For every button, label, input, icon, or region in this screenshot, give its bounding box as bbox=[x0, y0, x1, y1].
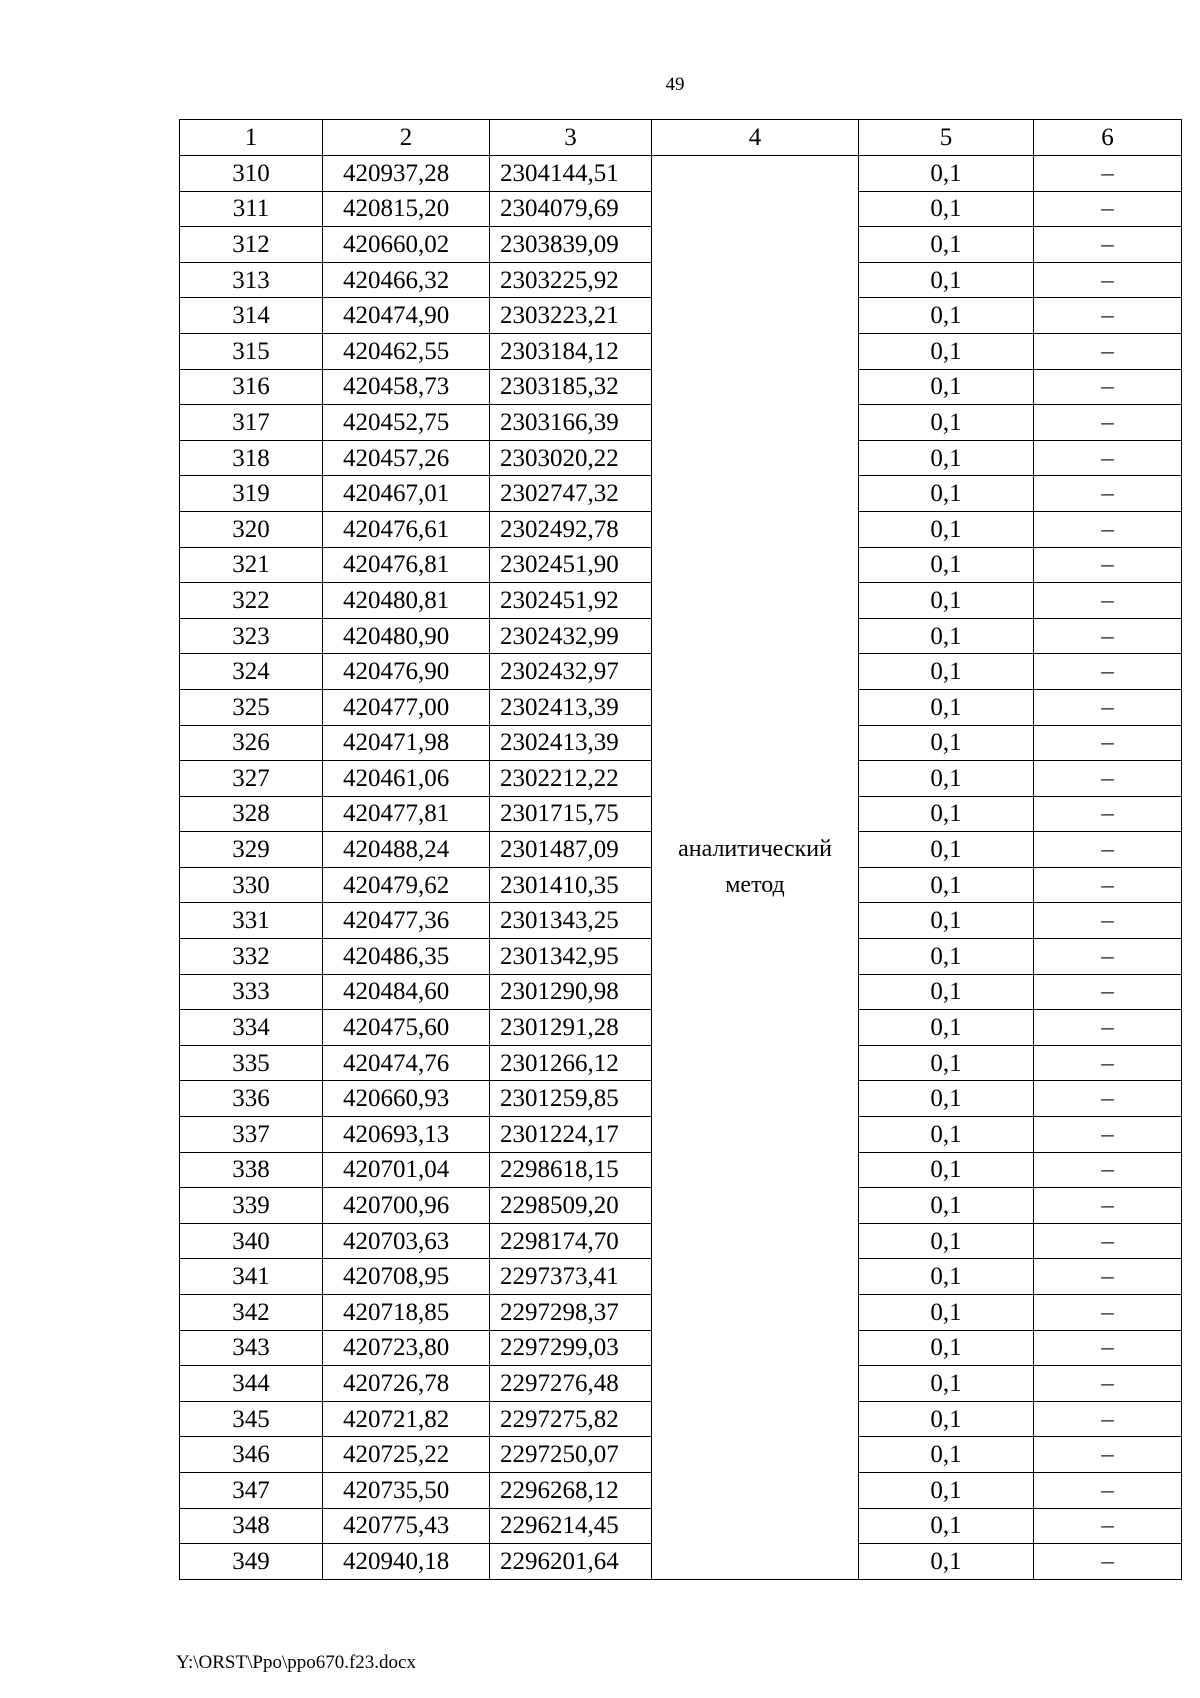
point-number: 324 bbox=[180, 654, 323, 690]
description-value: – bbox=[1034, 1117, 1182, 1153]
coordinate-y: 2297298,37 bbox=[490, 1295, 652, 1331]
point-number: 318 bbox=[180, 440, 323, 476]
coordinate-x: 420452,75 bbox=[323, 405, 490, 441]
coordinate-x: 420477,36 bbox=[323, 903, 490, 939]
point-number: 341 bbox=[180, 1259, 323, 1295]
description-value: – bbox=[1034, 1472, 1182, 1508]
description-value: – bbox=[1034, 369, 1182, 405]
coordinate-x: 420721,82 bbox=[323, 1401, 490, 1437]
coordinate-y: 2303839,09 bbox=[490, 227, 652, 263]
page-number: 49 bbox=[665, 74, 685, 95]
description-value: – bbox=[1034, 939, 1182, 975]
coordinate-x: 420775,43 bbox=[323, 1508, 490, 1544]
accuracy-value: 0,1 bbox=[859, 1508, 1034, 1544]
column-header: 6 bbox=[1034, 120, 1182, 156]
accuracy-value: 0,1 bbox=[859, 333, 1034, 369]
description-value: – bbox=[1034, 333, 1182, 369]
description-value: – bbox=[1034, 1045, 1182, 1081]
point-number: 331 bbox=[180, 903, 323, 939]
accuracy-value: 0,1 bbox=[859, 547, 1034, 583]
point-number: 340 bbox=[180, 1223, 323, 1259]
accuracy-value: 0,1 bbox=[859, 1010, 1034, 1046]
coordinate-x: 420725,22 bbox=[323, 1437, 490, 1473]
description-value: – bbox=[1034, 1259, 1182, 1295]
coordinate-y: 2302432,99 bbox=[490, 618, 652, 654]
coordinate-x: 420708,95 bbox=[323, 1259, 490, 1295]
point-number: 315 bbox=[180, 333, 323, 369]
description-value: – bbox=[1034, 867, 1182, 903]
accuracy-value: 0,1 bbox=[859, 1117, 1034, 1153]
coordinate-x: 420718,85 bbox=[323, 1295, 490, 1331]
accuracy-value: 0,1 bbox=[859, 618, 1034, 654]
column-header: 2 bbox=[323, 120, 490, 156]
coordinate-x: 420480,81 bbox=[323, 583, 490, 619]
point-number: 325 bbox=[180, 689, 323, 725]
point-number: 348 bbox=[180, 1508, 323, 1544]
point-number: 349 bbox=[180, 1544, 323, 1580]
coordinate-y: 2301290,98 bbox=[490, 974, 652, 1010]
description-value: – bbox=[1034, 1010, 1182, 1046]
method-cell bbox=[652, 156, 859, 1580]
coordinate-x: 420467,01 bbox=[323, 476, 490, 512]
coordinates-table-body bbox=[180, 120, 1182, 1580]
accuracy-value: 0,1 bbox=[859, 761, 1034, 797]
description-value: – bbox=[1034, 547, 1182, 583]
accuracy-value: 0,1 bbox=[859, 654, 1034, 690]
accuracy-value: 0,1 bbox=[859, 725, 1034, 761]
coordinate-y: 2298618,15 bbox=[490, 1152, 652, 1188]
description-value: – bbox=[1034, 1081, 1182, 1117]
point-number: 328 bbox=[180, 796, 323, 832]
accuracy-value: 0,1 bbox=[859, 939, 1034, 975]
description-value: – bbox=[1034, 1295, 1182, 1331]
point-number: 319 bbox=[180, 476, 323, 512]
description-value: – bbox=[1034, 1330, 1182, 1366]
coordinate-x: 420462,55 bbox=[323, 333, 490, 369]
description-value: – bbox=[1034, 1401, 1182, 1437]
point-number: 335 bbox=[180, 1045, 323, 1081]
description-value: – bbox=[1034, 298, 1182, 334]
point-number: 317 bbox=[180, 405, 323, 441]
coordinate-x: 420458,73 bbox=[323, 369, 490, 405]
accuracy-value: 0,1 bbox=[859, 369, 1034, 405]
coordinate-y: 2301715,75 bbox=[490, 796, 652, 832]
coordinate-y: 2297299,03 bbox=[490, 1330, 652, 1366]
coordinate-y: 2301259,85 bbox=[490, 1081, 652, 1117]
coordinate-x: 420703,63 bbox=[323, 1223, 490, 1259]
coordinate-y: 2302451,90 bbox=[490, 547, 652, 583]
column-header: 1 bbox=[180, 120, 323, 156]
coordinate-x: 420480,90 bbox=[323, 618, 490, 654]
accuracy-value: 0,1 bbox=[859, 974, 1034, 1010]
table-header-row bbox=[180, 120, 1182, 156]
column-header: 3 bbox=[490, 120, 652, 156]
point-number: 327 bbox=[180, 761, 323, 797]
accuracy-value: 0,1 bbox=[859, 1330, 1034, 1366]
coordinate-x: 420484,60 bbox=[323, 974, 490, 1010]
coordinate-x: 420726,78 bbox=[323, 1366, 490, 1402]
point-number: 311 bbox=[180, 191, 323, 227]
coordinate-x: 420471,98 bbox=[323, 725, 490, 761]
description-value: – bbox=[1034, 1188, 1182, 1224]
description-value: – bbox=[1034, 761, 1182, 797]
coordinate-y: 2303166,39 bbox=[490, 405, 652, 441]
coordinate-y: 2301487,09 bbox=[490, 832, 652, 868]
coordinate-y: 2303223,21 bbox=[490, 298, 652, 334]
column-header: 4 bbox=[652, 120, 859, 156]
coordinate-x: 420466,32 bbox=[323, 262, 490, 298]
coordinate-x: 420477,81 bbox=[323, 796, 490, 832]
point-number: 334 bbox=[180, 1010, 323, 1046]
coordinate-x: 420486,35 bbox=[323, 939, 490, 975]
accuracy-value: 0,1 bbox=[859, 1081, 1034, 1117]
point-number: 313 bbox=[180, 262, 323, 298]
coordinate-y: 2296214,45 bbox=[490, 1508, 652, 1544]
coordinate-y: 2297250,07 bbox=[490, 1437, 652, 1473]
coordinate-x: 420937,28 bbox=[323, 156, 490, 192]
coordinate-y: 2304144,51 bbox=[490, 156, 652, 192]
description-value: – bbox=[1034, 903, 1182, 939]
point-number: 326 bbox=[180, 725, 323, 761]
coordinate-y: 2301224,17 bbox=[490, 1117, 652, 1153]
description-value: – bbox=[1034, 1366, 1182, 1402]
accuracy-value: 0,1 bbox=[859, 1152, 1034, 1188]
point-number: 337 bbox=[180, 1117, 323, 1153]
point-number: 343 bbox=[180, 1330, 323, 1366]
coordinate-y: 2297276,48 bbox=[490, 1366, 652, 1402]
description-value: – bbox=[1034, 583, 1182, 619]
point-number: 320 bbox=[180, 511, 323, 547]
accuracy-value: 0,1 bbox=[859, 1437, 1034, 1473]
point-number: 344 bbox=[180, 1366, 323, 1402]
description-value: – bbox=[1034, 1223, 1182, 1259]
accuracy-value: 0,1 bbox=[859, 440, 1034, 476]
point-number: 333 bbox=[180, 974, 323, 1010]
coordinate-y: 2303020,22 bbox=[490, 440, 652, 476]
coordinate-y: 2301342,95 bbox=[490, 939, 652, 975]
accuracy-value: 0,1 bbox=[859, 1472, 1034, 1508]
accuracy-value: 0,1 bbox=[859, 405, 1034, 441]
description-value: – bbox=[1034, 440, 1182, 476]
accuracy-value: 0,1 bbox=[859, 1188, 1034, 1224]
coordinate-y: 2302432,97 bbox=[490, 654, 652, 690]
description-value: – bbox=[1034, 974, 1182, 1010]
coordinate-y: 2302492,78 bbox=[490, 511, 652, 547]
accuracy-value: 0,1 bbox=[859, 1295, 1034, 1331]
point-number: 312 bbox=[180, 227, 323, 263]
accuracy-value: 0,1 bbox=[859, 227, 1034, 263]
coordinate-y: 2302747,32 bbox=[490, 476, 652, 512]
coordinate-y: 2298174,70 bbox=[490, 1223, 652, 1259]
method-text: аналитический bbox=[678, 836, 832, 863]
coordinate-x: 420474,90 bbox=[323, 298, 490, 334]
point-number: 314 bbox=[180, 298, 323, 334]
coordinate-y: 2296201,64 bbox=[490, 1544, 652, 1580]
description-value: – bbox=[1034, 1508, 1182, 1544]
method-text: метод bbox=[725, 872, 785, 899]
accuracy-value: 0,1 bbox=[859, 262, 1034, 298]
point-number: 323 bbox=[180, 618, 323, 654]
description-value: – bbox=[1034, 1152, 1182, 1188]
coordinate-x: 420476,90 bbox=[323, 654, 490, 690]
coordinate-y: 2301343,25 bbox=[490, 903, 652, 939]
accuracy-value: 0,1 bbox=[859, 1045, 1034, 1081]
accuracy-value: 0,1 bbox=[859, 476, 1034, 512]
coordinate-x: 420815,20 bbox=[323, 191, 490, 227]
description-value: – bbox=[1034, 796, 1182, 832]
coordinate-x: 420488,24 bbox=[323, 832, 490, 868]
footer-file-path: Y:\ORST\Ppo\ppo670.f23.docx bbox=[176, 1652, 416, 1673]
description-value: – bbox=[1034, 1437, 1182, 1473]
point-number: 346 bbox=[180, 1437, 323, 1473]
coordinate-y: 2301266,12 bbox=[490, 1045, 652, 1081]
coordinate-x: 420476,81 bbox=[323, 547, 490, 583]
accuracy-value: 0,1 bbox=[859, 1401, 1034, 1437]
coordinate-y: 2303225,92 bbox=[490, 262, 652, 298]
coordinate-y: 2302413,39 bbox=[490, 689, 652, 725]
accuracy-value: 0,1 bbox=[859, 511, 1034, 547]
coordinate-y: 2297373,41 bbox=[490, 1259, 652, 1295]
coordinate-x: 420660,02 bbox=[323, 227, 490, 263]
coordinate-x: 420700,96 bbox=[323, 1188, 490, 1224]
point-number: 322 bbox=[180, 583, 323, 619]
coordinate-y: 2298509,20 bbox=[490, 1188, 652, 1224]
description-value: – bbox=[1034, 725, 1182, 761]
coordinate-x: 420457,26 bbox=[323, 440, 490, 476]
coordinate-y: 2297275,82 bbox=[490, 1401, 652, 1437]
coordinate-y: 2302451,92 bbox=[490, 583, 652, 619]
coordinate-x: 420475,60 bbox=[323, 1010, 490, 1046]
coordinate-y: 2301291,28 bbox=[490, 1010, 652, 1046]
point-number: 332 bbox=[180, 939, 323, 975]
coordinate-x: 420461,06 bbox=[323, 761, 490, 797]
point-number: 336 bbox=[180, 1081, 323, 1117]
description-value: – bbox=[1034, 618, 1182, 654]
accuracy-value: 0,1 bbox=[859, 583, 1034, 619]
accuracy-value: 0,1 bbox=[859, 156, 1034, 192]
coordinate-y: 2302413,39 bbox=[490, 725, 652, 761]
coordinate-x: 420477,00 bbox=[323, 689, 490, 725]
description-value: – bbox=[1034, 654, 1182, 690]
description-value: – bbox=[1034, 262, 1182, 298]
point-number: 330 bbox=[180, 867, 323, 903]
description-value: – bbox=[1034, 832, 1182, 868]
description-value: – bbox=[1034, 191, 1182, 227]
point-number: 338 bbox=[180, 1152, 323, 1188]
coordinate-x: 420660,93 bbox=[323, 1081, 490, 1117]
description-value: – bbox=[1034, 511, 1182, 547]
coordinate-x: 420940,18 bbox=[323, 1544, 490, 1580]
coordinate-x: 420723,80 bbox=[323, 1330, 490, 1366]
description-value: – bbox=[1034, 689, 1182, 725]
accuracy-value: 0,1 bbox=[859, 191, 1034, 227]
description-value: – bbox=[1034, 227, 1182, 263]
accuracy-value: 0,1 bbox=[859, 689, 1034, 725]
accuracy-value: 0,1 bbox=[859, 903, 1034, 939]
table-row bbox=[180, 156, 1182, 192]
coordinate-y: 2303185,32 bbox=[490, 369, 652, 405]
coordinate-x: 420735,50 bbox=[323, 1472, 490, 1508]
accuracy-value: 0,1 bbox=[859, 1544, 1034, 1580]
point-number: 321 bbox=[180, 547, 323, 583]
accuracy-value: 0,1 bbox=[859, 1223, 1034, 1259]
point-number: 345 bbox=[180, 1401, 323, 1437]
coordinate-x: 420701,04 bbox=[323, 1152, 490, 1188]
accuracy-value: 0,1 bbox=[859, 1259, 1034, 1295]
coordinate-y: 2304079,69 bbox=[490, 191, 652, 227]
coordinate-y: 2303184,12 bbox=[490, 333, 652, 369]
point-number: 329 bbox=[180, 832, 323, 868]
accuracy-value: 0,1 bbox=[859, 832, 1034, 868]
coordinate-x: 420693,13 bbox=[323, 1117, 490, 1153]
point-number: 316 bbox=[180, 369, 323, 405]
accuracy-value: 0,1 bbox=[859, 796, 1034, 832]
description-value: – bbox=[1034, 156, 1182, 192]
accuracy-value: 0,1 bbox=[859, 298, 1034, 334]
coordinate-y: 2302212,22 bbox=[490, 761, 652, 797]
accuracy-value: 0,1 bbox=[859, 1366, 1034, 1402]
coordinate-y: 2301410,35 bbox=[490, 867, 652, 903]
coordinates-table bbox=[179, 119, 1182, 1580]
point-number: 347 bbox=[180, 1472, 323, 1508]
point-number: 339 bbox=[180, 1188, 323, 1224]
coordinate-y: 2296268,12 bbox=[490, 1472, 652, 1508]
description-value: – bbox=[1034, 476, 1182, 512]
description-value: – bbox=[1034, 405, 1182, 441]
column-header: 5 bbox=[859, 120, 1034, 156]
coordinate-x: 420479,62 bbox=[323, 867, 490, 903]
point-number: 310 bbox=[180, 156, 323, 192]
description-value: – bbox=[1034, 1544, 1182, 1580]
point-number: 342 bbox=[180, 1295, 323, 1331]
accuracy-value: 0,1 bbox=[859, 867, 1034, 903]
coordinate-x: 420476,61 bbox=[323, 511, 490, 547]
coordinate-x: 420474,76 bbox=[323, 1045, 490, 1081]
